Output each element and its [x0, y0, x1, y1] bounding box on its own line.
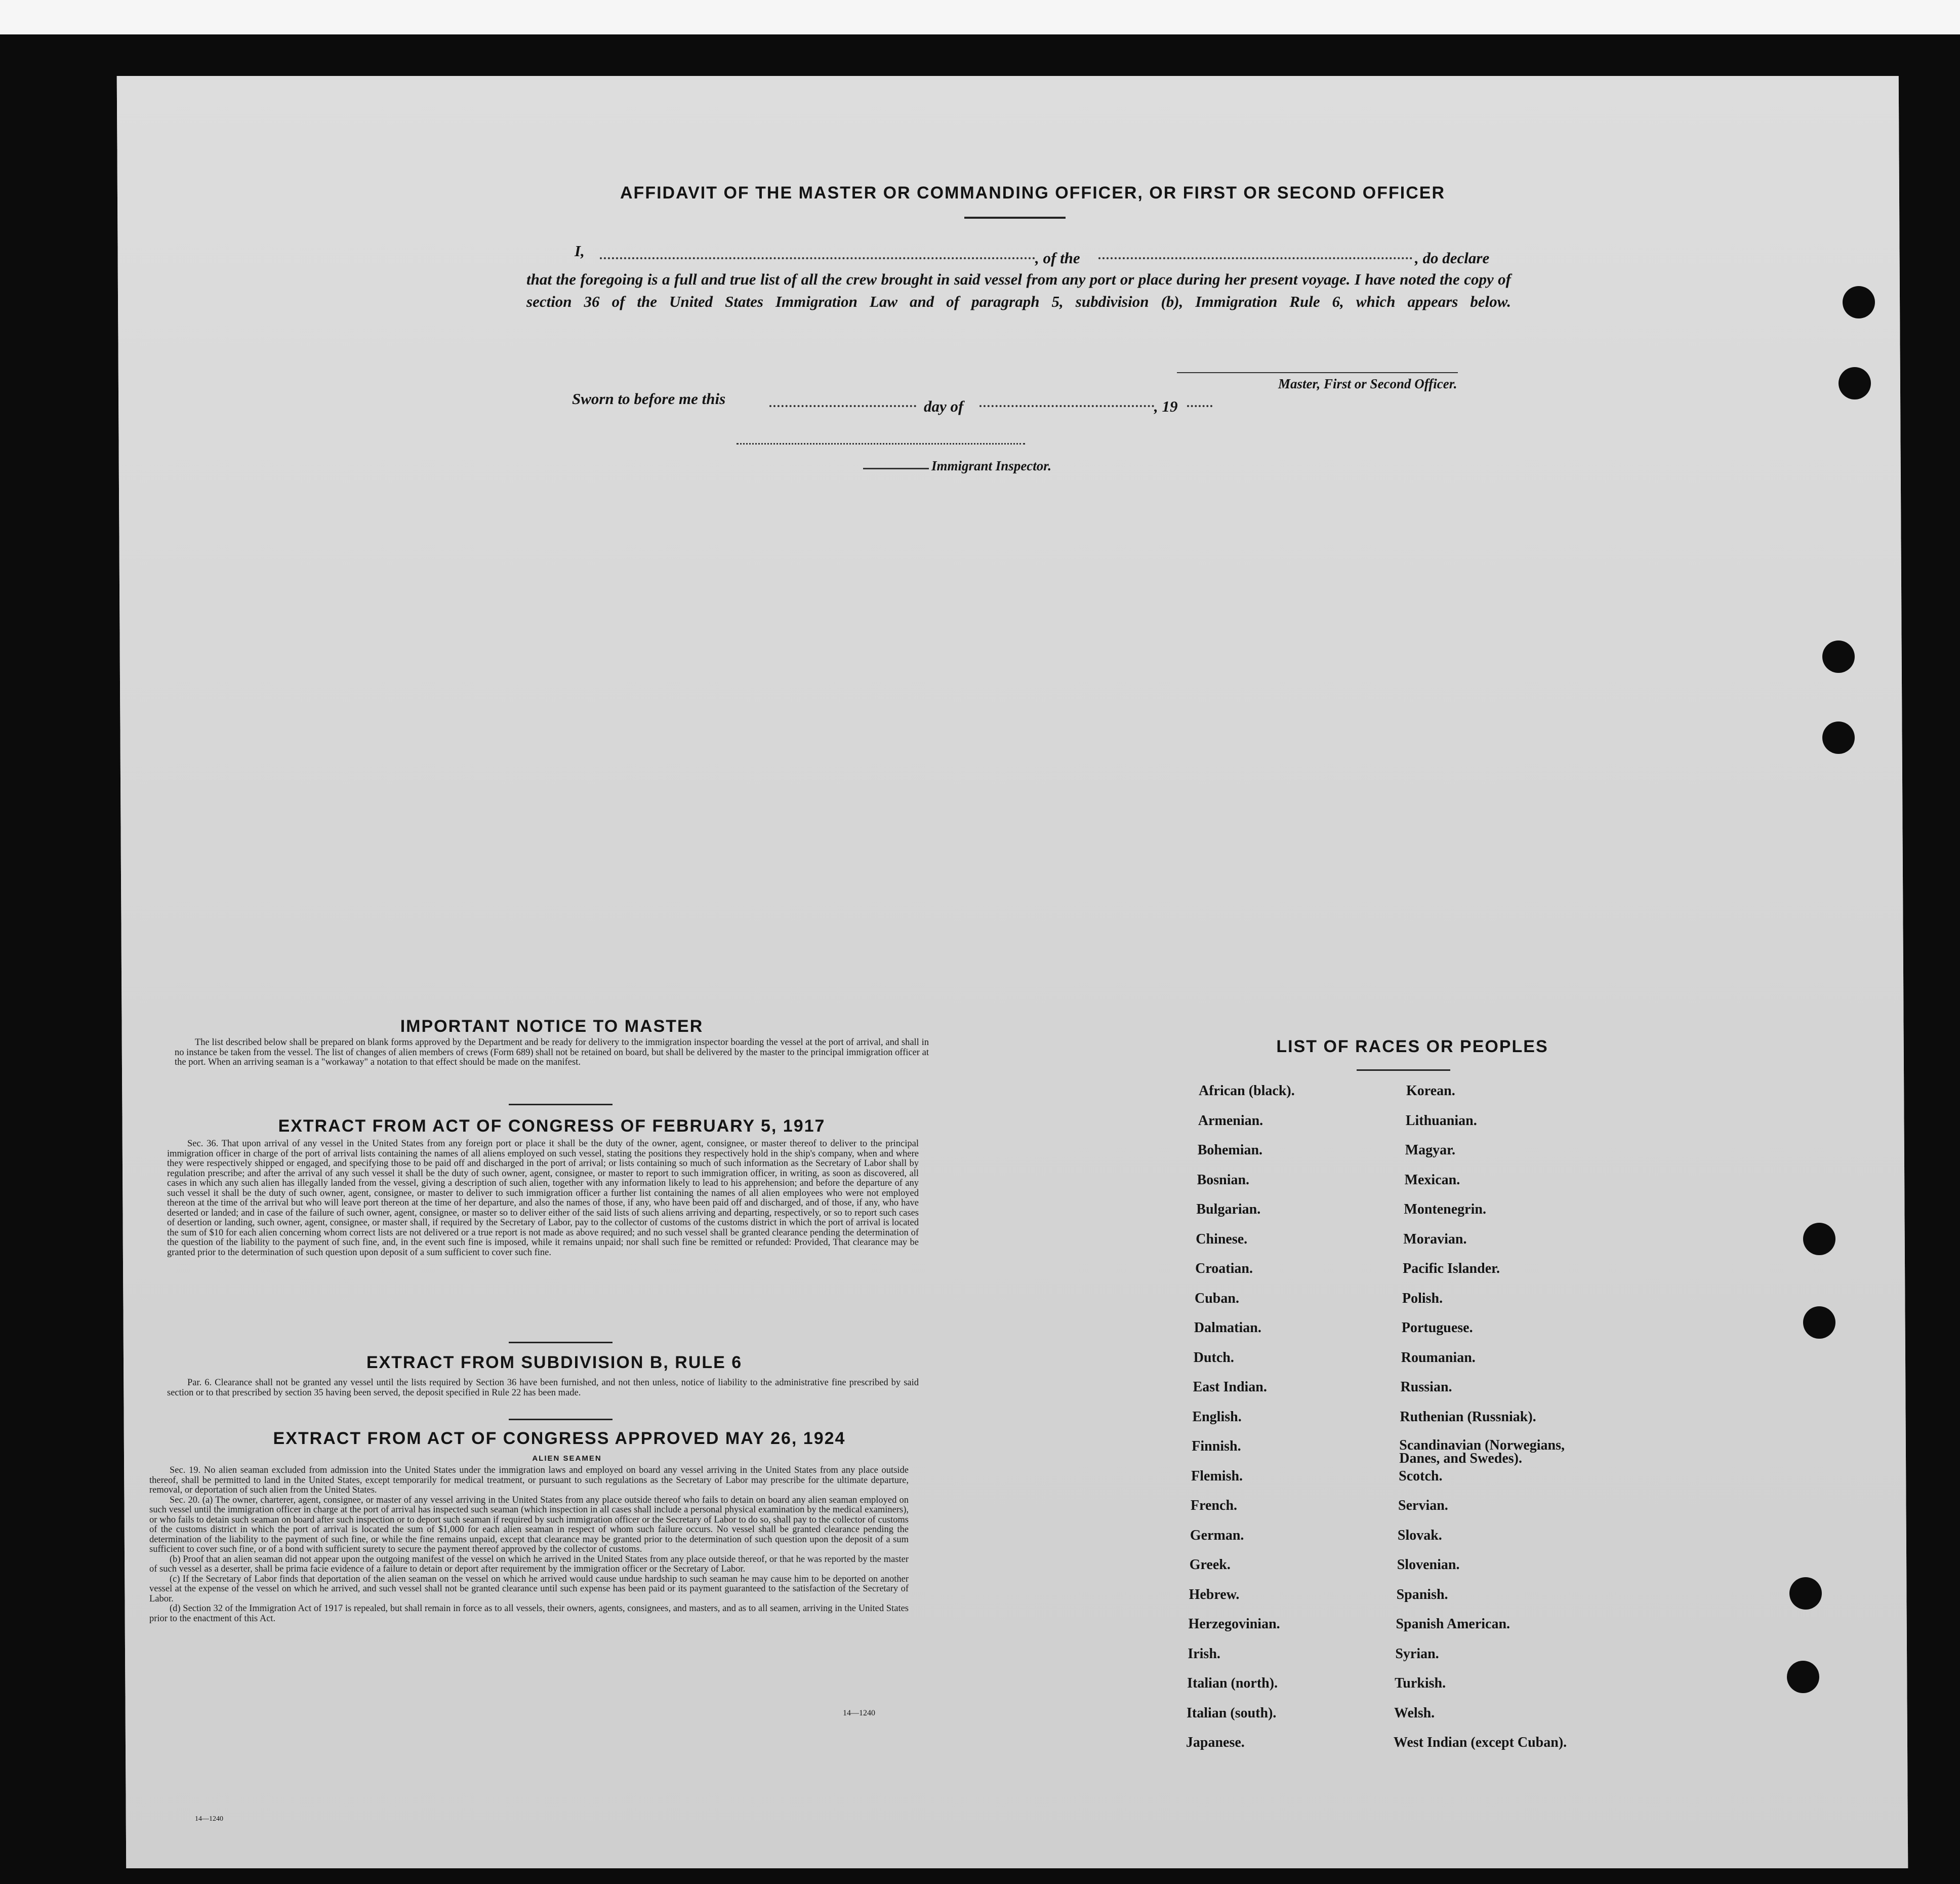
act-1924-para: Sec. 19. No alien seaman excluded from admission into the United States under the immigration laws and employed on board any vessel arriving in the United States from any place outside thereof, shall be permitted to land in the United States, except temporarily for medical treatment, or pursuant to such regulations as the Secretary of Labor may prescribe for the ultimate departure, removal, or deportation of such alien from the United States. — [149, 1465, 909, 1495]
act-1917-text: Sec. 36. That upon arrival of any vessel in the United States from any foreign port or place it shall be the duty of the owner, agent, consignee, or master thereof to deliver to the principal immigration officer in charge of the port of arrival lists containing the names of all aliens employed on such vessel, stating the positions they respectively hold in the ship's company, when and where they were respectively shipped or engaged, and specifying those to be paid off and discharged in the port of arrival; or lists containing so much of such information as the Secretary of Labor shall by regulation prescribe; and after the arrival of any such vessel it shall be the duty of such owner, agent, consignee, or master to report to such immigration officer, in writing, as soon as discovered, all cases in which any such alien has illegally landed from the vessel, giving a description of such alien, together with any information likely to lead to his apprehension; and before the departure of any such vessel it shall be the duty of such owner, agent, consignee, or master to deliver to such immigration officer a further list containing the names of all alien employees who were not employed thereon at the time of the arrival but who will leave port thereon at the time of her departure, and also the names of those, if any, who have been paid off and discharged, and of those, if any, who have deserted or landed; and in case of the failure of such owner, agent, consignee, or master so to deliver either of the said lists of such aliens arriving and departing, respectively, or so to report such cases of desertion or landing, such owner, agent, consignee, or master shall, if required by the Secretary of Labor, pay to the collector of customs of the customs district in which the port of arrival is located the sum of $10 for each alien concerning whom correct lists are not delivered or a true report is not made as above required; and no such vessel shall be granted clearance pending the determination of the question of the liability to the payment of such fine, and, in the event such fine is imposed, while it remains unpaid; nor shall such fine be remitted or refunded: Provided, That clearance may be granted prior to the determination of such question upon deposit of a sum sufficient to cover such fine. — [167, 1139, 919, 1258]
declaration-text — [526, 268, 1511, 313]
notice-title: IMPORTANT NOTICE TO MASTER — [400, 1017, 704, 1036]
race-item: Italian (south). — [1187, 1705, 1277, 1721]
race-item: East Indian. — [1193, 1379, 1267, 1395]
race-item: Croatian. — [1195, 1261, 1253, 1276]
race-item: Japanese. — [1186, 1735, 1245, 1750]
rule6-text: Par. 6. Clearance shall not be granted any vessel until the lists required by Section 36 have been furnished, and not then unless, notice of liability to the administrative fine prescribed by said section or to that prescribed by section 35 having been served, the deposit specified in Rule 22 has been made. — [167, 1378, 919, 1398]
race-item: Flemish. — [1191, 1468, 1243, 1484]
rule6-title: EXTRACT FROM SUBDIVISION B, RULE 6 — [366, 1353, 743, 1372]
sworn-year-field[interactable] — [1187, 405, 1212, 407]
sworn-label: Sworn to before me this — [572, 390, 726, 408]
scan-top-border — [0, 0, 1960, 34]
act-1917-title: EXTRACT FROM ACT OF CONGRESS OF FEBRUARY 5, 1917 — [278, 1116, 826, 1136]
race-item: Slovenian. — [1397, 1557, 1460, 1573]
affiant-label: I, — [575, 242, 585, 260]
race-item: Welsh. — [1394, 1705, 1435, 1721]
affiant-name-field[interactable] — [600, 257, 1035, 259]
race-item: Lithuanian. — [1405, 1112, 1477, 1129]
act-1924-para: (b) Proof that an alien seaman did not appear upon the outgoing manifest of the vessel on which he arrived in the United States from any place outside thereof, or that he was reported by the master of such vessel as a deserter, shall be prima facie evidence of a failure to detain or deport after requirement by the immigration officer or the Secretary of Labor. — [149, 1554, 909, 1574]
race-item: German. — [1190, 1527, 1244, 1543]
act-1924-subtitle: ALIEN SEAMEN — [532, 1454, 602, 1463]
sworn-day-field[interactable] — [769, 405, 916, 407]
race-item: West Indian (except Cuban). — [1393, 1735, 1567, 1750]
race-item: Scandinavian (Norwegians, Danes, and Swedes). — [1399, 1437, 1565, 1466]
binder-hole — [1787, 1661, 1819, 1693]
race-item: Ruthenian (Russniak). — [1400, 1409, 1536, 1425]
binder-hole — [1822, 721, 1855, 754]
binder-hole — [1789, 1577, 1822, 1610]
race-item: Servian. — [1398, 1498, 1448, 1513]
inspector-dash — [863, 468, 929, 469]
binder-hole — [1822, 640, 1855, 673]
master-signature-line — [1177, 372, 1458, 373]
race-item: Portuguese. — [1401, 1320, 1473, 1336]
race-item: Mexican. — [1404, 1172, 1460, 1188]
form-number: 14—1240 — [843, 1709, 875, 1717]
act-1924-para: (d) Section 32 of the Immigration Act of 1917 is repealed, but shall remain in force as to all vessels, their owners, agents, consignees, and masters, and as to all seamen, arriving in the United States prior to the enactment of this Act. — [149, 1604, 909, 1624]
inspector-label: Immigrant Inspector. — [931, 458, 1052, 473]
do-declare-label: , do declare — [1415, 249, 1490, 267]
race-item: Syrian. — [1395, 1646, 1439, 1662]
race-item: Pacific Islander. — [1403, 1261, 1500, 1276]
race-item: Finnish. — [1192, 1438, 1241, 1454]
race-item: Magyar. — [1405, 1142, 1455, 1158]
race-item: Russian. — [1400, 1379, 1452, 1395]
race-item: Montenegrin. — [1404, 1201, 1486, 1217]
notice-rule — [509, 1104, 612, 1105]
of-the-label: , of the — [1035, 249, 1080, 267]
binder-hole — [1843, 286, 1875, 318]
race-item: English. — [1192, 1409, 1242, 1425]
race-item: Greek. — [1189, 1557, 1231, 1573]
race-item: Moravian. — [1403, 1231, 1467, 1247]
sworn-month-field[interactable] — [979, 405, 1154, 407]
race-item: Korean. — [1406, 1083, 1455, 1099]
affidavit-title: AFFIDAVIT OF THE MASTER OR COMMANDING OFFICER, OR FIRST OR SECOND OFFICER — [620, 183, 1445, 203]
binder-hole — [1803, 1306, 1835, 1339]
race-item: Spanish American. — [1396, 1616, 1510, 1632]
rule6-rule — [509, 1419, 612, 1420]
race-item: Irish. — [1188, 1646, 1220, 1662]
race-item: Polish. — [1402, 1290, 1443, 1306]
declaration-body: that the foregoing is a full and true list of all the crew brought in said vessel from any port or place during her present voyage. I have noted the copy of section 36 of the United States Immigration Law and of paragraph 5, subdivision (b), Immigration Rule 6, which appears below. — [526, 270, 1511, 310]
race-item: Hebrew. — [1189, 1586, 1240, 1602]
race-item: Armenian. — [1198, 1112, 1263, 1129]
race-item: Turkish. — [1395, 1675, 1446, 1691]
race-item: Dalmatian. — [1194, 1320, 1261, 1336]
race-item: Chinese. — [1196, 1231, 1248, 1247]
races-title: LIST OF RACES OR PEOPLES — [1276, 1037, 1548, 1056]
race-item: Herzegovinian. — [1188, 1616, 1280, 1632]
notice-text: The list described below shall be prepared on blank forms approved by the Department and be ready for delivery to the immigration inspector boarding the vessel at the port of arrival, and shall in no instance be taken from the vessel. The list of changes of alien members of crews (Form 689) shall not be retained on board, but shall be delivered by the master to the principal immigration officer at the port. When an arriving seaman is a "workaway" a notation to that effect should be made on the manifest. — [175, 1037, 929, 1067]
inspector-signature-line[interactable] — [737, 443, 1025, 445]
race-item: Bulgarian. — [1196, 1201, 1261, 1217]
year-label: , 19 — [1154, 397, 1178, 415]
act-1924-para: Sec. 20. (a) The owner, charterer, agent, consignee, or master of any vessel arriving in the United States from any place outside thereof who fails to detain on board any alien seaman employed on such vessel until the immigration officer in charge at the port of arrival has inspected such seaman (which inspection in all cases shall include a personal physical examination by the medical examiners), or who fails to detain such seaman on board after such inspection or to deport such seaman if required by such immigration officer or the Secretary of Labor to do so, shall pay to the collector of customs of the customs district in which the port of arrival is located the sum of $1,000 for each alien seaman in respect of whom such failure occurs. No vessel shall be granted clearance pending the determination of the liability to the payment of such fine, or while the fine remains unpaid, except that clearance may be granted prior to the determination of such question upon the deposit of a sum sufficient to cover such fine, or of a bond with sufficient surety to secure the payment thereof approved by the collector of customs. — [149, 1495, 909, 1554]
act-1917-rule — [509, 1342, 612, 1343]
race-item: Slovak. — [1397, 1527, 1442, 1543]
races-title-underline — [1357, 1069, 1450, 1071]
race-item: Italian (north). — [1187, 1675, 1278, 1691]
race-item: Cuban. — [1195, 1290, 1239, 1306]
race-item: Roumanian. — [1401, 1349, 1476, 1366]
act-1924-text — [149, 1466, 909, 1624]
binder-hole — [1803, 1223, 1835, 1255]
day-of-label: day of — [924, 397, 964, 415]
race-item: African (black). — [1199, 1083, 1295, 1099]
race-item: French. — [1191, 1498, 1238, 1513]
race-item: Spanish. — [1396, 1586, 1448, 1602]
vessel-name-field[interactable] — [1098, 257, 1412, 259]
title-underline — [964, 217, 1066, 219]
race-item: Dutch. — [1193, 1349, 1234, 1366]
race-item: Scotch. — [1399, 1468, 1443, 1484]
race-item: Bohemian. — [1197, 1142, 1263, 1158]
binder-hole — [1839, 367, 1871, 399]
race-item: Bosnian. — [1197, 1172, 1250, 1188]
master-signature-label: Master, First or Second Officer. — [1278, 376, 1457, 391]
page-footer-code: 14—1240 — [195, 1815, 223, 1823]
act-1924-title: EXTRACT FROM ACT OF CONGRESS APPROVED MAY 26, 1924 — [273, 1429, 846, 1448]
act-1924-para: (c) If the Secretary of Labor finds that deportation of the alien seaman on the vessel on which he arrived would cause undue hardship to such seaman he may cause him to be deported on another vessel at the expense of the vessel on which he arrived, and such vessel shall not be granted clearance until such expense has been paid or its payment guaranteed to the satisfaction of the Secretary of Labor. — [149, 1574, 909, 1604]
